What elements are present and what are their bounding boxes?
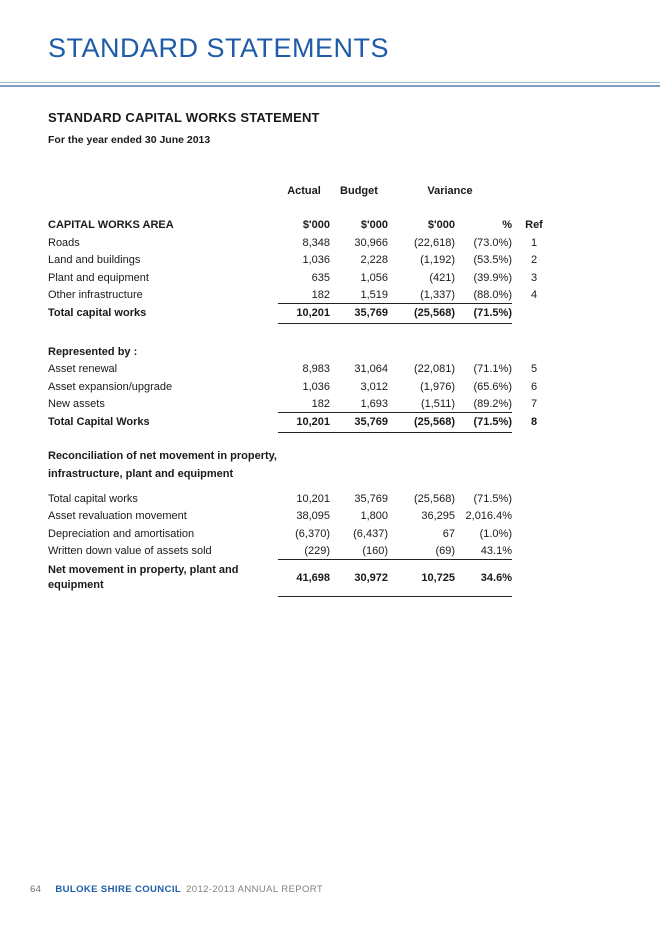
budget-value: 1,056	[360, 271, 388, 284]
table-row-recon-total-capital-works	[48, 489, 556, 507]
column-header-percent: %	[502, 219, 512, 231]
variance-value: 67	[442, 527, 455, 540]
ref-value: 8	[530, 416, 538, 428]
row-label: Total capital works	[48, 492, 138, 505]
reconciliation-heading-line2: infrastructure, plant and equipment	[48, 467, 234, 480]
ref-value: 5	[530, 363, 538, 375]
column-header-area: CAPITAL WORKS AREA	[48, 219, 174, 231]
budget-value: 2,228	[360, 254, 388, 266]
budget-value: 1,693	[360, 398, 388, 410]
column-header-variance-unit: $'000	[427, 219, 455, 231]
actual-value: 8,348	[302, 236, 330, 249]
table-row-new-assets	[48, 395, 556, 413]
variance-value: (1,192)	[420, 254, 455, 266]
total-capital-works-2-row	[48, 412, 556, 433]
row-label: Total Capital Works	[48, 416, 150, 428]
capital-works-table	[48, 181, 556, 597]
row-label: Roads	[48, 236, 80, 249]
variance-pct: 34.6%	[455, 559, 512, 597]
ref-value: 3	[530, 271, 538, 284]
table-row-roads	[48, 233, 556, 251]
variance-value: (69)	[435, 545, 455, 557]
variance-pct: (65.6%)	[473, 380, 512, 393]
column-header-row	[48, 215, 556, 233]
budget-value: 30,966	[354, 236, 388, 249]
table-row-asset-revaluation	[48, 507, 556, 525]
variance-value: 10,725	[388, 559, 455, 597]
variance-pct: (71.5%)	[455, 412, 512, 433]
table-row-written-down-value	[48, 542, 556, 560]
statement-heading: STANDARD CAPITAL WORKS STATEMENT	[48, 110, 320, 125]
row-label: Other infrastructure	[48, 289, 143, 301]
row-label	[48, 559, 278, 597]
row-label: Written down value of assets sold	[48, 545, 212, 557]
section-heading: Represented by :	[48, 345, 138, 358]
table-row-plant-equipment	[48, 268, 556, 286]
variance-pct: (73.0%)	[473, 236, 512, 249]
row-label: Asset expansion/upgrade	[48, 380, 173, 393]
budget-value: 31,064	[354, 363, 388, 375]
actual-value: 1,036	[302, 254, 330, 266]
actual-value: 38,095	[296, 510, 330, 522]
table-row-land-buildings	[48, 251, 556, 269]
ref-value	[512, 559, 556, 597]
variance-pct: (53.5%)	[473, 254, 512, 266]
report-title: 2012-2013 ANNUAL REPORT	[186, 884, 324, 895]
row-label-line2: equipment	[48, 579, 104, 591]
variance-pct: (89.2%)	[473, 398, 512, 410]
variance-pct: (71.5%)	[473, 492, 512, 505]
variance-pct: (39.9%)	[473, 271, 512, 284]
budget-value: 1,519	[360, 289, 388, 301]
actual-value: 10,201	[278, 412, 330, 433]
variance-value: (25,568)	[414, 492, 455, 505]
budget-value: (6,437)	[353, 527, 388, 540]
represented-by-heading-row	[48, 342, 556, 360]
ref-value: 4	[530, 289, 538, 301]
column-group-variance: Variance	[427, 185, 473, 197]
variance-value: (25,568)	[388, 303, 455, 324]
page-title: STANDARD STATEMENTS	[48, 33, 390, 63]
variance-pct: (1.0%)	[479, 527, 512, 540]
ref-value: 1	[530, 236, 538, 249]
council-name: BULOKE SHIRE COUNCIL	[55, 884, 182, 895]
actual-value: 10,201	[296, 492, 330, 505]
statement-period: For the year ended 30 June 2013	[48, 134, 211, 146]
actual-value: (6,370)	[295, 527, 330, 540]
ref-value: 2	[530, 254, 538, 266]
budget-value: 3,012	[360, 380, 388, 393]
variance-pct: 43.1%	[480, 545, 512, 557]
variance-value: (25,568)	[388, 412, 455, 433]
column-header-budget-unit: $'000	[360, 219, 388, 231]
column-header-ref: Ref	[525, 219, 543, 231]
budget-value: (160)	[362, 545, 388, 557]
variance-pct: (71.5%)	[455, 303, 512, 324]
row-label: Plant and equipment	[48, 271, 149, 284]
budget-value: 35,769	[354, 492, 388, 505]
page-number: 64	[30, 884, 42, 895]
row-label: New assets	[48, 398, 105, 410]
spacer	[48, 433, 556, 448]
actual-value: 182	[311, 398, 330, 410]
variance-pct: (71.1%)	[473, 363, 512, 375]
row-label: Land and buildings	[48, 254, 141, 266]
actual-value: 41,698	[278, 559, 330, 597]
variance-value: (1,337)	[420, 289, 455, 301]
ref-value: 6	[530, 380, 538, 393]
spacer	[48, 199, 556, 215]
statement-content	[0, 110, 660, 597]
spacer	[48, 324, 556, 342]
ref-value	[512, 303, 556, 324]
variance-pct: (88.0%)	[473, 289, 512, 301]
table-row-other-infrastructure	[48, 286, 556, 304]
table-row-asset-renewal	[48, 360, 556, 378]
row-label-line1: Net movement in property, plant and	[48, 564, 239, 576]
variance-value: (22,618)	[414, 236, 455, 249]
table-row-asset-expansion	[48, 377, 556, 395]
budget-value: 35,769	[330, 303, 388, 324]
variance-value: 36,295	[421, 510, 455, 522]
column-header-actual-unit: $'000	[302, 219, 330, 231]
column-group-header-row	[48, 181, 556, 199]
row-label: Total capital works	[48, 307, 147, 319]
column-group-actual: Actual	[287, 185, 321, 197]
actual-value: 1,036	[302, 380, 330, 393]
variance-value: (1,511)	[420, 398, 455, 410]
actual-value: 8,983	[302, 363, 330, 375]
actual-value: (229)	[304, 545, 330, 557]
row-label: Asset renewal	[48, 363, 118, 375]
budget-value: 35,769	[330, 412, 388, 433]
variance-pct: 2,016.4%	[465, 510, 512, 522]
variance-value: (1,976)	[420, 380, 455, 393]
net-movement-row	[48, 559, 556, 597]
budget-value: 30,972	[330, 559, 388, 597]
table-row-depreciation	[48, 524, 556, 542]
page-footer	[30, 884, 323, 895]
variance-value: (421)	[429, 271, 455, 284]
actual-value: 10,201	[278, 303, 330, 324]
total-capital-works-row	[48, 303, 556, 324]
row-label: Asset revaluation movement	[48, 510, 187, 522]
actual-value: 635	[311, 271, 330, 284]
column-group-budget: Budget	[340, 185, 378, 197]
variance-value: (22,081)	[414, 363, 455, 375]
ref-value: 7	[530, 398, 538, 410]
row-label: Depreciation and amortisation	[48, 527, 195, 540]
budget-value: 1,800	[360, 510, 388, 522]
actual-value: 182	[311, 289, 330, 301]
header-divider	[0, 82, 660, 87]
reconciliation-heading-line1: Reconciliation of net movement in property,	[48, 450, 277, 462]
